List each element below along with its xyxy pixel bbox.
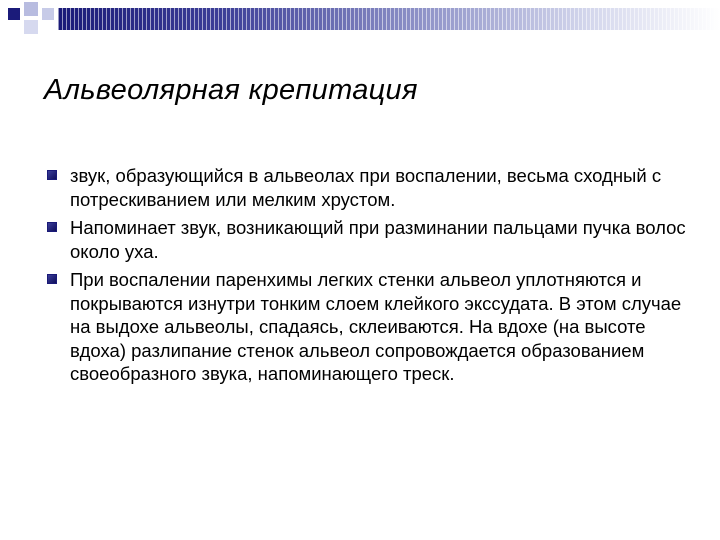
bullet-text: При воспалении паренхимы легких стенки альвеол уплотняются и покрываются изнутри тонким слоем клейкого экссудата. В этом случае на выдохе альвеолы, спадаясь, склеиваются. На вдохе (на высоте вдоха) разлипание стенок альвеол сопровождается образованием своеобразного звука, напоминающего треск.	[70, 269, 682, 384]
header-gradient-bar	[58, 8, 720, 30]
corner-square-decoration	[24, 2, 38, 16]
bullet-text: звук, образующийся в альвеолах при воспалении, весьма сходный с потрескиванием или мелким хрустом.	[70, 165, 662, 210]
square-bullet-icon	[47, 170, 57, 180]
slide-title: Альвеолярная крепитация	[44, 74, 418, 106]
corner-square-decoration	[8, 8, 20, 20]
list-item	[42, 268, 702, 386]
list-item	[42, 216, 702, 263]
list-item	[42, 164, 702, 211]
corner-square-decoration	[42, 8, 54, 20]
bullet-list	[42, 164, 702, 391]
square-bullet-icon	[47, 274, 57, 284]
square-bullet-icon	[47, 222, 57, 232]
corner-square-decoration	[24, 20, 38, 34]
bullet-text: Напоминает звук, возникающий при разминании пальцами пучка волос около уха.	[70, 217, 686, 262]
